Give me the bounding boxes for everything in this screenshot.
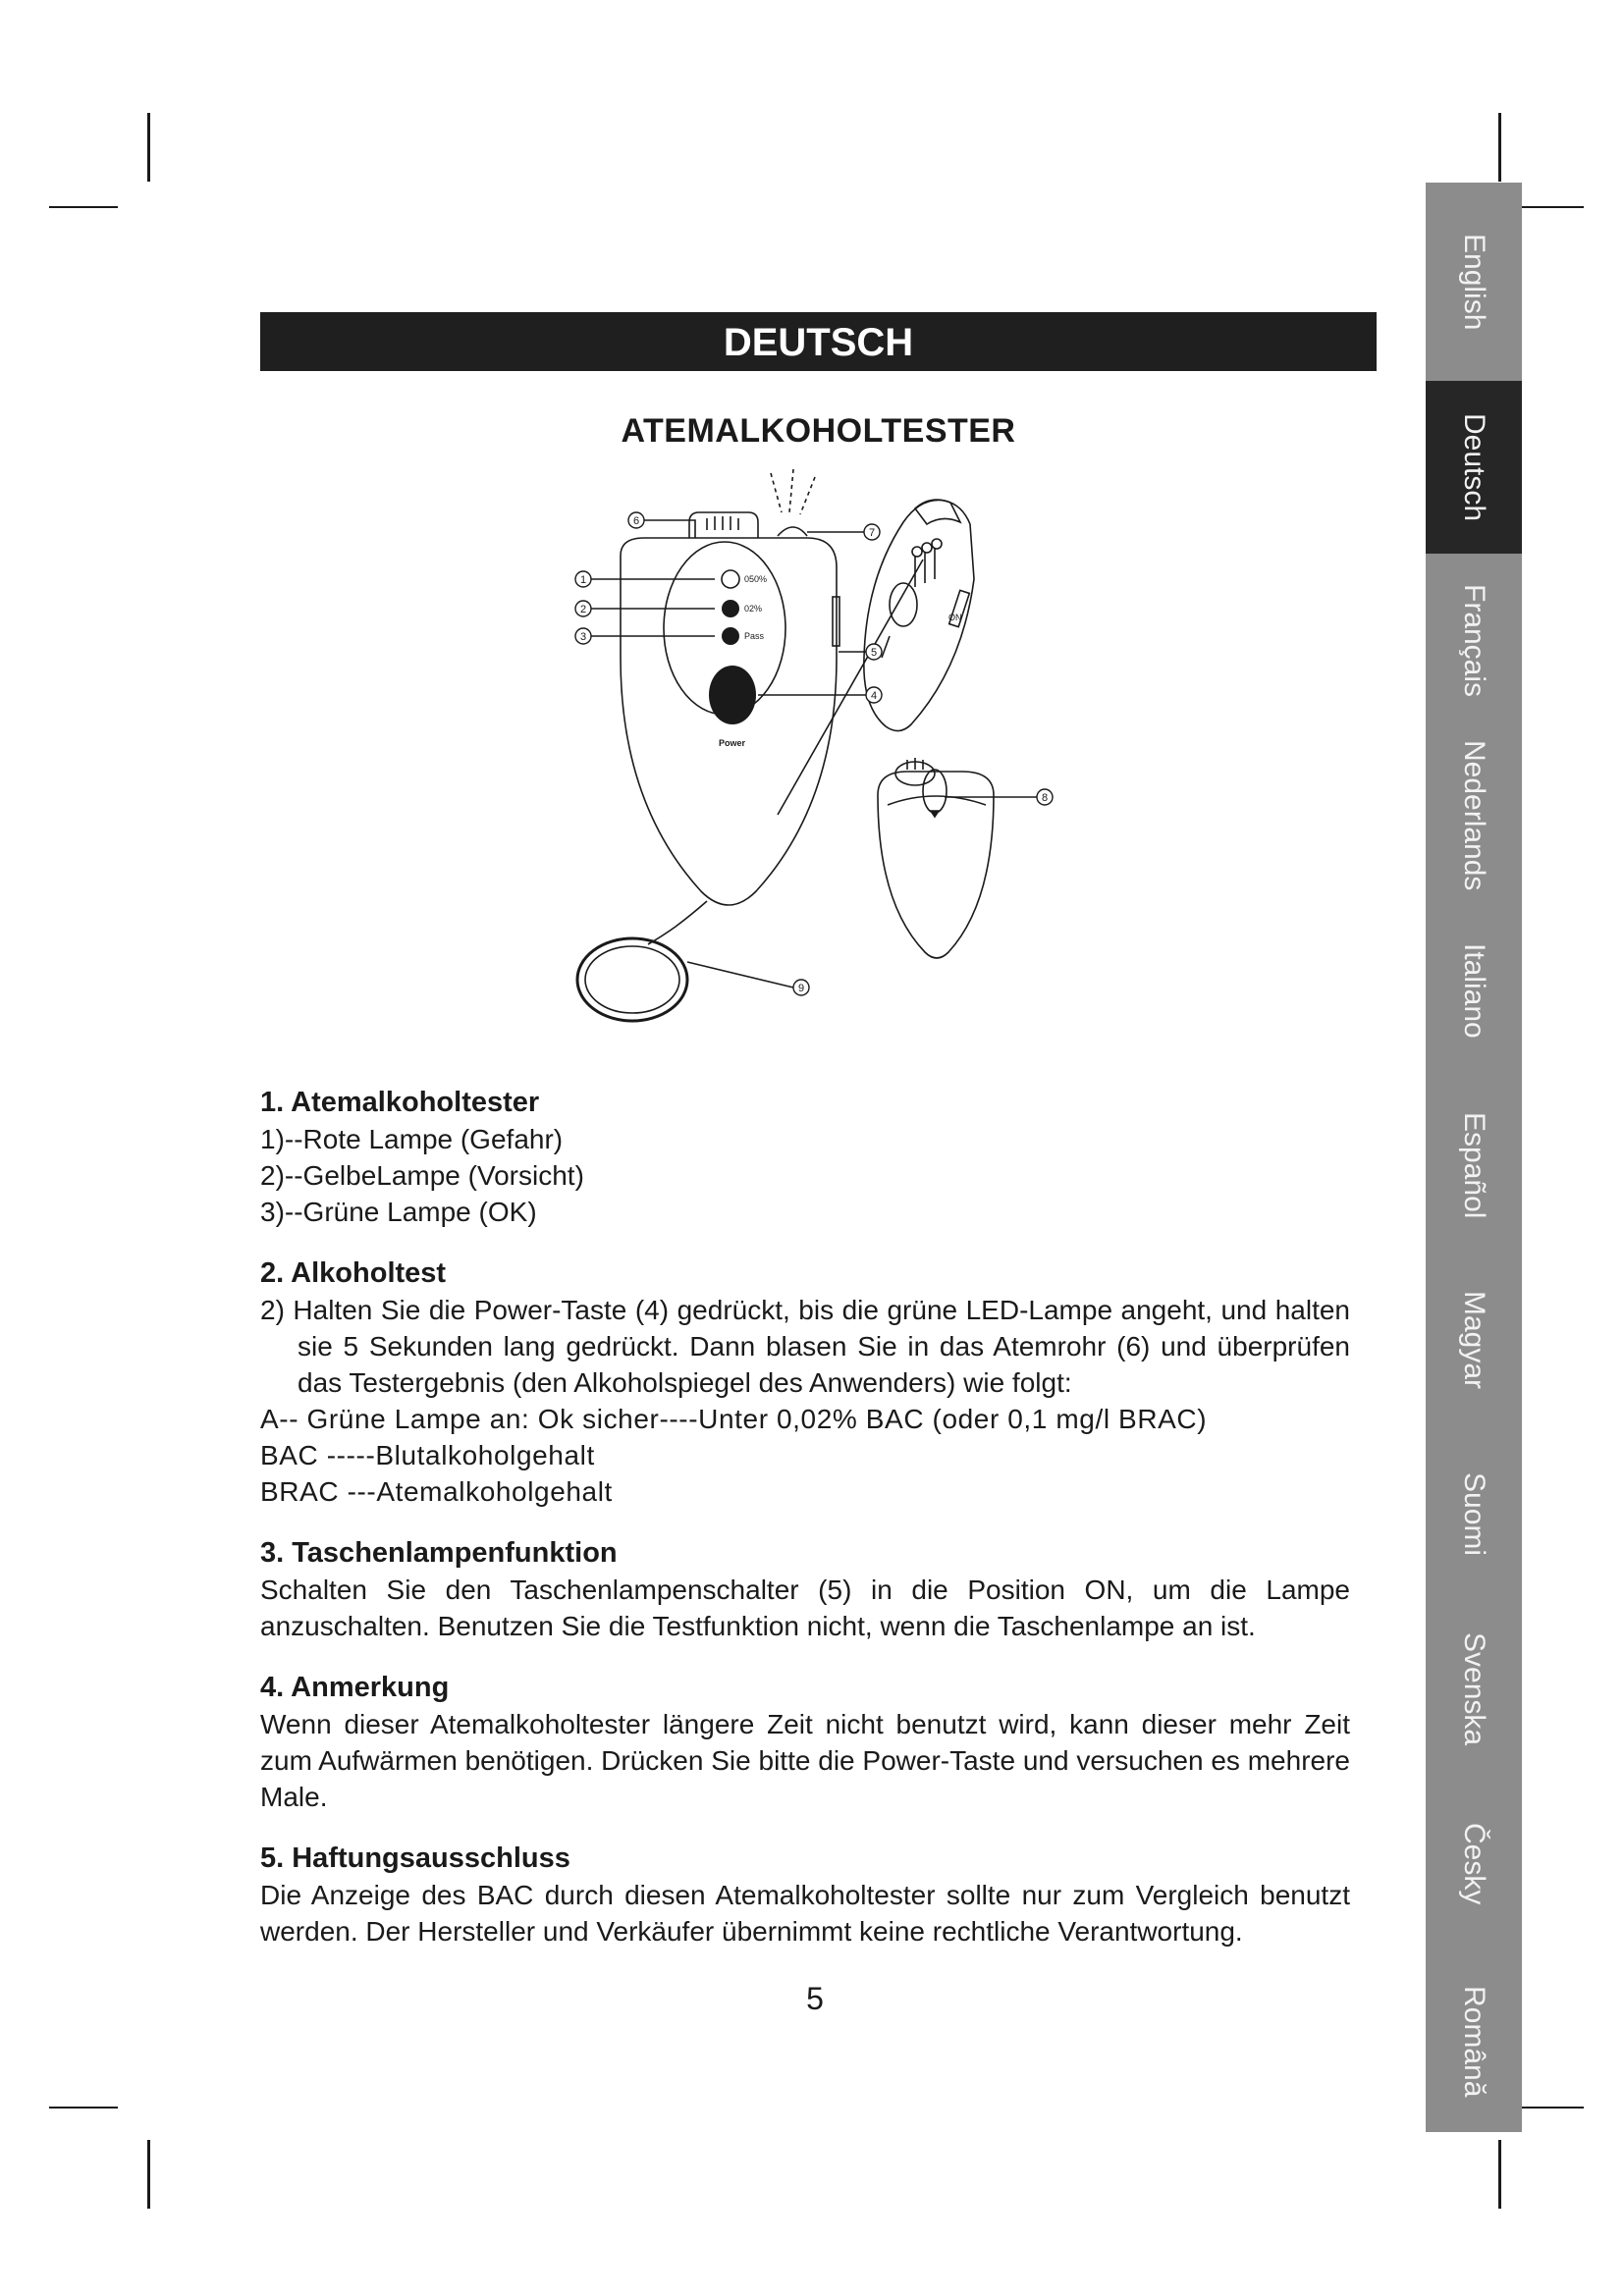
section-heading: 4. Anmerkung — [260, 1672, 450, 1703]
section-alkoholtest — [260, 1255, 1350, 1510]
section-haftungsausschluss — [260, 1841, 1350, 1949]
section-anmerkung — [260, 1670, 1350, 1815]
flashlight-tip — [778, 527, 807, 536]
tab-english[interactable]: English — [1458, 233, 1490, 331]
led-green-label: Pass — [744, 631, 765, 641]
section-heading: 2. Alkoholtest — [260, 1257, 447, 1289]
callout-marker — [866, 687, 882, 703]
section-taschenlampenfunktion — [260, 1535, 1350, 1644]
crop-mark — [1498, 2140, 1501, 2209]
led-red — [722, 570, 739, 588]
list-item: 3)--Grüne Lampe (OK) — [260, 1197, 537, 1227]
crop-mark — [147, 113, 150, 182]
crop-mark — [1498, 113, 1501, 182]
crop-mark — [49, 2107, 118, 2109]
callout-marker — [575, 571, 591, 587]
callout-marker — [1037, 789, 1053, 805]
tab-cesky[interactable]: Česky — [1458, 1823, 1490, 1905]
callout-marker — [575, 601, 591, 616]
tab-espanol[interactable]: Español — [1458, 1111, 1490, 1219]
key-chain — [648, 901, 707, 944]
page-number: 5 — [806, 1981, 824, 2016]
callout-marker — [864, 524, 880, 540]
section-heading: 1. Atemalkoholtester — [260, 1087, 540, 1118]
led-yellow-label: 02% — [744, 604, 763, 614]
section-paragraph: 2) Halten Sie die Power-Taste (4) gedrückt, bis die grüne LED-Lampe angeht, und halten sie 5 Sekunden lang gedrückt. Dann blasen Sie in das Atemrohr (6) und überprüfen das Testergebnis (den Alkoholspiegel des Anwenders) wie folgt: — [260, 1295, 1350, 1398]
svg-text:3: 3 — [579, 631, 587, 643]
tab-svenska[interactable]: Svenska — [1458, 1632, 1490, 1746]
callout-marker — [793, 980, 809, 995]
power-label: Power — [719, 738, 746, 748]
svg-text:6: 6 — [632, 515, 640, 527]
led-yellow — [722, 600, 739, 617]
list-item: BAC -----Blutalkoholgehalt — [260, 1440, 595, 1470]
section-paragraph: Die Anzeige des BAC durch diesen Atemalkoholtester sollte nur zum Vergleich benutzt werden. Der Hersteller und Verkäufer übernimmt keine rechtliche Verantwortung. — [260, 1880, 1350, 1947]
tab-suomi[interactable]: Suomi — [1458, 1472, 1490, 1557]
crop-mark — [1520, 206, 1584, 208]
switch-label: ON — [948, 613, 962, 622]
document-title: ATEMALKOHOLTESTER — [621, 412, 1016, 450]
svg-text:1: 1 — [579, 574, 587, 586]
crop-mark — [147, 2140, 150, 2209]
power-button — [709, 666, 756, 724]
crop-mark — [49, 206, 118, 208]
section-heading: 5. Haftungsausschluss — [260, 1842, 570, 1874]
mouthpiece — [689, 512, 758, 538]
callout-marker — [628, 512, 644, 528]
section-paragraph: Schalten Sie den Taschenlampenschalter (5) in die Position ON, um die Lampe anzuschalten. Benutzen Sie die Testfunktion nicht, wenn die Taschenlampe an ist. — [260, 1575, 1350, 1641]
manual-body — [260, 1085, 1350, 1975]
svg-text:9: 9 — [797, 983, 805, 994]
language-tabs — [1426, 183, 1522, 2132]
list-item: A-- Grüne Lampe an: Ok sicher----Unter 0,02% BAC (oder 0,1 mg/l BRAC) — [260, 1404, 1208, 1434]
callout-marker — [866, 644, 882, 660]
svg-text:8: 8 — [1041, 792, 1049, 804]
svg-text:7: 7 — [868, 527, 876, 539]
svg-text:4: 4 — [870, 690, 878, 702]
list-item: BRAC ---Atemalkoholgehalt — [260, 1476, 613, 1507]
led-red-label: 050% — [744, 574, 768, 584]
device-back-view — [878, 772, 994, 958]
section-paragraph: Wenn dieser Atemalkoholtester längere Zeit nicht benutzt wird, kann dieser mehr Zeit zum Aufwärmen benötigen. Drücken Sie bitte die Power-Taste und versuchen es mehrere Male. — [260, 1709, 1350, 1812]
key-ring — [577, 938, 687, 1021]
tab-romana[interactable]: Română — [1458, 1986, 1490, 2098]
callout-marker — [575, 628, 591, 644]
tab-francais[interactable]: Français — [1458, 584, 1490, 698]
tab-nederlands[interactable]: Nederlands — [1458, 740, 1490, 891]
svg-text:2: 2 — [579, 604, 587, 615]
tab-italiano[interactable]: Italiano — [1458, 942, 1490, 1039]
list-item: 1)--Rote Lampe (Gefahr) — [260, 1124, 564, 1154]
language-header: DEUTSCH — [260, 312, 1377, 371]
breathalyzer-illustration — [550, 461, 1100, 1031]
led-green — [722, 627, 739, 645]
list-item: 2)--GelbeLampe (Vorsicht) — [260, 1160, 584, 1191]
svg-text:5: 5 — [870, 647, 878, 659]
section-heading: 3. Taschenlampenfunktion — [260, 1537, 618, 1569]
section-atemalkoholtester — [260, 1085, 1350, 1230]
crop-mark — [1520, 2107, 1584, 2109]
tab-deutsch[interactable]: Deutsch — [1426, 381, 1522, 554]
tab-magyar[interactable]: Magyar — [1458, 1290, 1490, 1390]
